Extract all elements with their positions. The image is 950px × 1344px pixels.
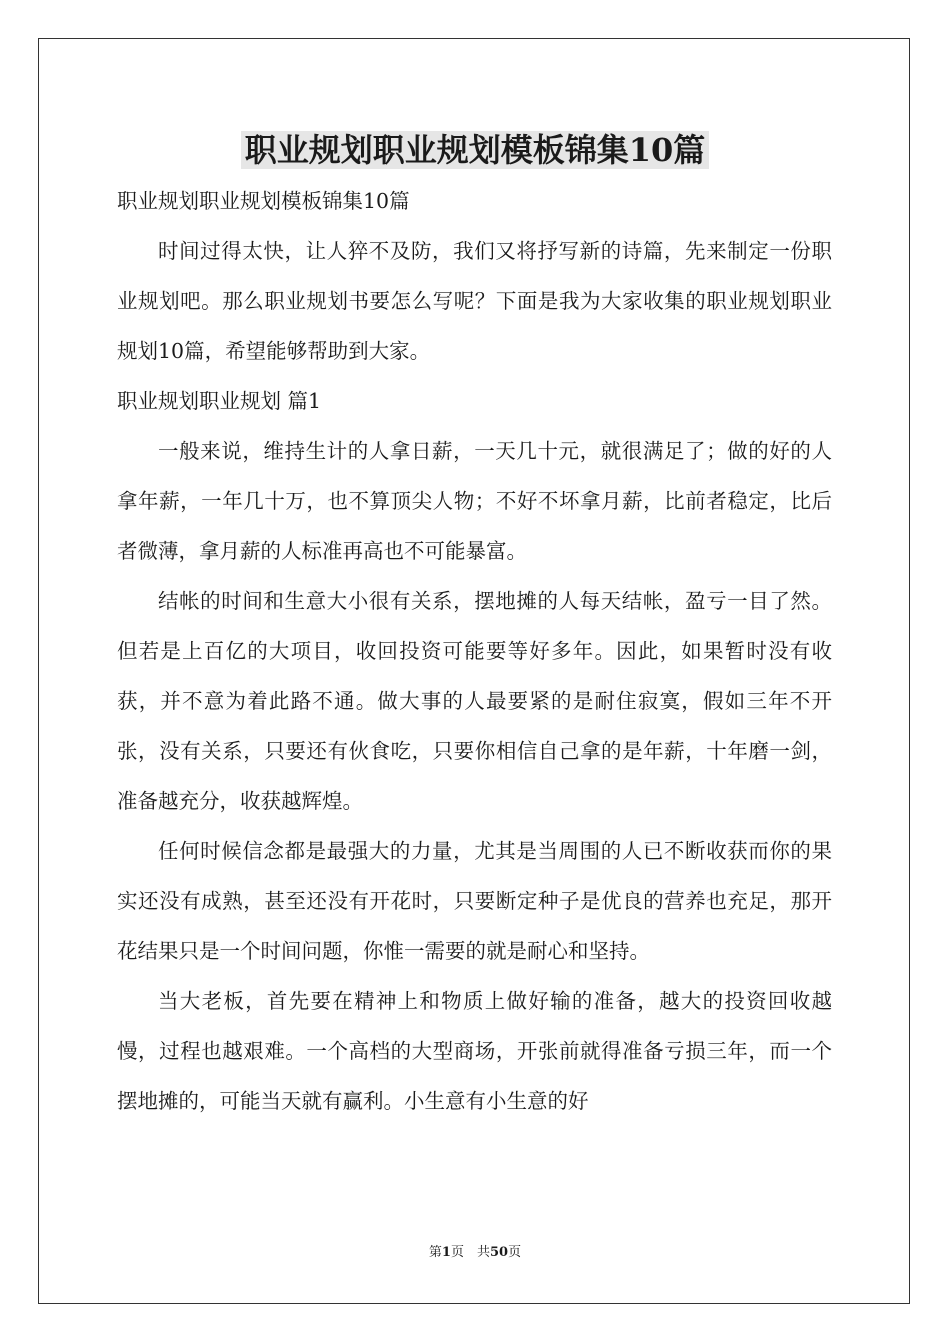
paragraph: 任何时候信念都是最强大的力量，尤其是当周围的人已不断收获而你的果实还没有成熟，甚至还没有开花时，只要断定种子是优良的营养也充足，那开花结果只是一个时间问题，你惟一需要的就是耐心和坚持。 [117,839,832,963]
paragraph-intro: 时间过得太快，让人猝不及防，我们又将抒写新的诗篇，先来制定一份职业规划吧。那么职业规划书要怎么写呢？下面是我为大家收集的职业规划职业规划10篇，希望能够帮助到大家。 [117,239,832,363]
paragraph: 一般来说，维持生计的人拿日薪，一天几十元，就很满足了；做的好的人拿年薪，一年几十万，也不算顶尖人物；不好不坏拿月薪，比前者稳定，比后者微薄，拿月薪的人标准再高也不可能暴富。 [117,439,832,563]
paragraph: 当大老板，首先要在精神上和物质上做好输的准备，越大的投资回收越慢，过程也越艰难。一个高档的大型商场，开张前就得准备亏损三年，而一个摆地摊的，可能当天就有赢利。小生意有小生意的好 [117,989,832,1113]
subtitle-line: 职业规划职业规划模板锦集10篇 [117,189,410,213]
footer-page-mid: 页 共 [450,1245,490,1260]
footer-page-current: 1 [441,1245,451,1260]
page-footer [0,1244,950,1262]
paragraph: 结帐的时间和生意大小很有关系，摆地摊的人每天结帐，盈亏一目了然。但若是上百亿的大项目，收回投资可能要等好多年。因此，如果暂时没有收获，并不意为着此路不通。做大事的人最要紧的是耐住寂寞，假如三年不开张，没有关系，只要还有伙食吃，只要你相信自己拿的是年薪，十年磨一剑，准备越充分，收获越辉煌。 [117,589,832,813]
section-heading: 职业规划职业规划 篇1 [117,389,322,413]
footer-page-suffix: 页 [508,1245,522,1260]
document-title [0,124,950,176]
footer-page-total: 50 [489,1245,509,1260]
document-title-text: 职业规划职业规划模板锦集10篇 [241,131,710,169]
footer-page-prefix: 第 [428,1245,442,1260]
document-body [117,176,832,1126]
